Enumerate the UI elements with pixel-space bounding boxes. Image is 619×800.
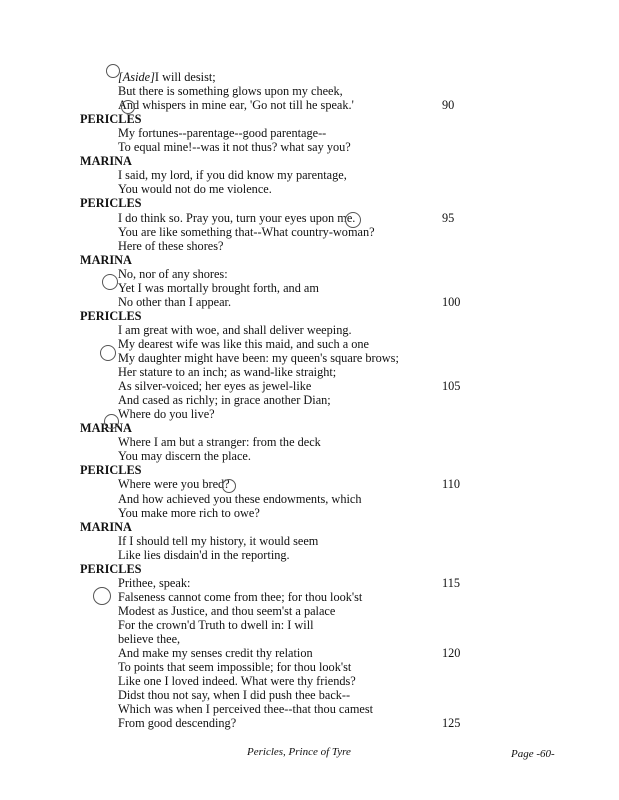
line-number: 115	[442, 575, 460, 590]
line-number: 120	[442, 646, 461, 661]
margin-annotation-mark	[121, 100, 135, 114]
line-text: For the crown'd Truth to dwell in: I will	[118, 617, 314, 632]
verse-line	[118, 379, 311, 393]
line-text: I said, my lord, if you did know my parentage,	[118, 168, 347, 183]
verse-line	[118, 393, 331, 407]
line-number: 105	[442, 379, 461, 394]
verse-line	[118, 435, 321, 449]
verse-line	[118, 84, 343, 98]
line-text: As silver-voiced; her eyes as jewel-like	[118, 379, 312, 394]
line-text: PERICLES	[80, 308, 142, 323]
line-text: To equal mine!--was it not thus? what say you?	[118, 140, 351, 155]
verse-line	[118, 98, 354, 112]
verse-line	[118, 337, 369, 351]
speaker-name	[80, 196, 142, 210]
verse-line	[118, 295, 231, 309]
verse-line	[118, 590, 362, 604]
line-text: MARINA	[80, 252, 132, 267]
verse-line	[118, 548, 290, 562]
footer-play-title: Pericles, Prince of Tyre	[247, 746, 351, 758]
verse-line	[118, 239, 224, 253]
verse-line	[118, 660, 351, 674]
line-number: 100	[442, 294, 461, 309]
verse-line	[118, 576, 190, 590]
footer-page-number: Page -60-	[511, 748, 555, 760]
speaker-name	[80, 562, 142, 576]
line-text: You make more rich to owe?	[118, 505, 260, 520]
line-text: If I should tell my history, it would seem	[118, 533, 319, 548]
speaker-name	[80, 463, 142, 477]
line-text: Yet I was mortally brought forth, and am	[118, 280, 319, 295]
verse-line	[118, 702, 373, 716]
line-text: Modest as Justice, and thou seem'st a palace	[118, 603, 336, 618]
verse-line	[118, 225, 375, 239]
line-number: 125	[442, 716, 461, 731]
line-text: Where do you live?	[118, 407, 215, 422]
line-number: 110	[442, 477, 460, 492]
verse-line	[118, 534, 318, 548]
verse-line	[118, 351, 399, 365]
line-text: You may discern the place.	[118, 449, 251, 464]
line-text: You are like something that--What country-woman?	[118, 224, 375, 239]
verse-line	[118, 646, 313, 660]
line-text: PERICLES	[80, 463, 142, 478]
line-text: Where were you bred?	[118, 477, 230, 492]
verse-line	[118, 182, 272, 196]
verse-line	[118, 323, 352, 337]
verse-line	[118, 70, 216, 84]
line-text: My dearest wife was like this maid, and such a one	[118, 336, 369, 351]
verse-line	[118, 449, 251, 463]
stage-direction: [Aside]	[118, 70, 155, 84]
line-text: My fortunes--parentage--good parentage--	[118, 126, 327, 141]
speaker-name	[80, 154, 132, 168]
line-text: But there is something glows upon my cheek,	[118, 84, 343, 99]
line-text: No, nor of any shores:	[118, 266, 228, 281]
verse-line	[118, 492, 362, 506]
margin-annotation-mark	[104, 414, 119, 429]
verse-line	[118, 506, 260, 520]
line-number: 90	[442, 98, 455, 113]
line-number: 95	[442, 210, 455, 225]
line-text: I do think so. Pray you, turn your eyes upon me.	[118, 210, 356, 225]
verse-line	[118, 126, 326, 140]
line-text: And whispers in mine ear, 'Go not till he speak.'	[118, 98, 354, 113]
verse-line	[118, 407, 215, 421]
line-text: You would not do me violence.	[118, 182, 272, 197]
verse-line	[118, 365, 336, 379]
verse-line	[118, 140, 351, 154]
line-text: And how achieved you these endowments, which	[118, 491, 362, 506]
line-text: Didst thou not say, when I did push thee back--	[118, 688, 351, 703]
verse-line	[118, 618, 314, 632]
line-text: And make my senses credit thy relation	[118, 646, 313, 661]
line-text: Where I am but a stranger: from the deck	[118, 435, 321, 450]
line-text: Here of these shores?	[118, 238, 224, 253]
line-text: Like lies disdain'd in the reporting.	[118, 547, 290, 562]
verse-line	[118, 281, 319, 295]
line-text: PERICLES	[80, 196, 142, 211]
margin-annotation-mark	[100, 345, 116, 361]
verse-line	[118, 168, 347, 182]
line-text: MARINA	[80, 519, 132, 534]
line-text: And cased as richly; in grace another Dian;	[118, 393, 331, 408]
verse-line	[118, 674, 356, 688]
margin-annotation-mark	[345, 212, 361, 228]
verse-line	[118, 688, 350, 702]
line-text: PERICLES	[80, 561, 142, 576]
line-text: To points that seem impossible; for thou look'st	[118, 660, 352, 675]
line-text: I will desist;	[154, 70, 216, 84]
verse-line	[118, 604, 335, 618]
line-text: MARINA	[80, 421, 132, 436]
line-text: I am great with woe, and shall deliver weeping.	[118, 322, 352, 337]
line-text: Her stature to an inch; as wand-like straight;	[118, 365, 337, 380]
line-text: Which was when I perceived thee--that thou camest	[118, 702, 374, 717]
verse-line	[118, 716, 236, 730]
margin-annotation-mark	[106, 64, 120, 78]
line-text: PERICLES	[80, 112, 142, 127]
margin-annotation-mark	[93, 587, 111, 605]
verse-line	[118, 211, 355, 225]
line-text: MARINA	[80, 154, 132, 169]
speaker-name	[80, 112, 142, 126]
speaker-name	[80, 520, 132, 534]
line-text: Like one I loved indeed. What were thy friends?	[118, 674, 356, 689]
speaker-name	[80, 253, 132, 267]
verse-line	[118, 267, 228, 281]
line-text: My daughter might have been: my queen's square brows;	[118, 351, 399, 365]
speaker-name	[80, 309, 142, 323]
line-text: No other than I appear.	[118, 294, 232, 309]
line-text: Prithee, speak:	[118, 575, 191, 590]
margin-annotation-mark	[222, 479, 236, 493]
line-text: believe thee,	[118, 632, 181, 646]
line-text: Falseness cannot come from thee; for thou look'st	[118, 589, 363, 604]
verse-line	[118, 477, 230, 491]
margin-annotation-mark	[102, 274, 118, 290]
verse-line	[118, 632, 180, 646]
line-text: From good descending?	[118, 716, 237, 731]
